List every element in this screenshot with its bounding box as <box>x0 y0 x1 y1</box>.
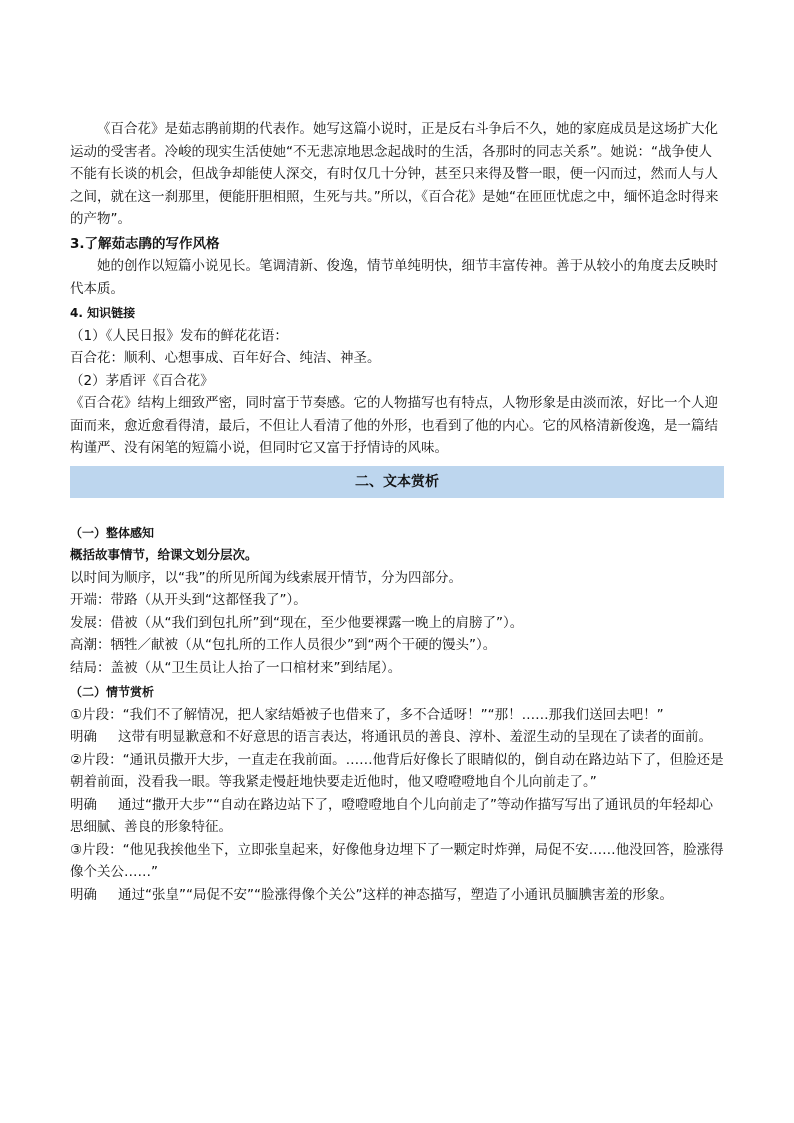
overall-lead: 以时间为顺序，以“我”的所见所闻为线索展开情节，分为四部分。 <box>70 569 462 586</box>
explanation-1 <box>70 726 724 749</box>
explanation-label: 明确 <box>70 886 97 903</box>
explanation-text: 通过“张皇”“局促不安”“脸涨得像个关公”这样的神态描写，塑造了小通讯员腼腆害羞的形象。 <box>118 886 673 903</box>
knowledge-sub2-text: 《百合花》结构上细致严密，同时富于节奏感。它的人物描写也有特点，人物形象是由淡而浓，好比一个人迎面而来，愈近愈看得清，最后，不但让人看清了他的外形，也看到了他的内心。它的风格清新俊逸，是一篇结构谨严、没有闲笔的短篇小说，但同时它又富于抒情诗的风味。 <box>70 395 718 456</box>
intro-paragraph: 《百合花》是茹志鹃前期的代表作。她写这篇小说时，正是反右斗争后不久，她的家庭成员是这场扩大化运动的受害者。冷峻的现实生活使她“不无悲凉地思念起战时的生活，各那时的同志关系”。她说：“战争使人不能有长谈的机会，但战争却能使人深交，有时仅几十分钟，甚至只来得及瞥一眼，便一闪而过，然而人与人之间，就在这一刹那里，便能肝胆相照，生死与共。”所以，《百合花》是她“在匝匝忧虑之中，缅怀追念时得来的产物”。 <box>70 121 719 227</box>
overall-perception-heading: （一）整体感知 <box>70 525 155 540</box>
section-banner-text-appreciation: 二、文本赏析 <box>70 466 724 498</box>
spacer <box>70 498 724 520</box>
knowledge-sub1-heading: （1）《人民日报》发布的鲜花花语： <box>70 327 288 344</box>
knowledge-sub2-heading: （2）茅盾评《百合花》 <box>70 372 214 389</box>
plot-part-ending: 结局：盖被（从“卫生员让人抬了一口棺材来”到结尾）。 <box>70 659 402 676</box>
clip-2: ②片段：“通讯员撒开大步，一直走在我前面。……他背后好像长了眼睛似的，倒自动在路边站下了，但脸还是朝着前面，没看我一眼。等我紧走慢赶地快要走近他时，他又噔噔噔地自个儿向前走了。” <box>70 751 724 790</box>
explanation-3 <box>70 884 724 907</box>
document-page <box>70 118 724 906</box>
knowledge-sub1-text: 百合花：顺利、心想事成、百年好合、纯洁、神圣。 <box>70 350 381 366</box>
clip-1: ①片段：“我们不了解情况，把人家结婚被子也借来了，多不合适呀！”“那！……那我们送回去吧！” <box>70 706 664 723</box>
plot-part-climax: 高潮：牺牲／献被（从“包扎所的工作人员很少”到“两个干硬的馒头”）。 <box>70 637 497 653</box>
writing-style-text: 她的创作以短篇小说见长。笔调清新、俊逸，情节单纯明快，细节丰富传神。善于从较小的角度去反映时代本质。 <box>70 258 718 297</box>
plot-appreciation-heading: （二）情节赏析 <box>70 685 155 699</box>
explanation-label: 明确 <box>70 796 97 813</box>
plot-part-development: 发展：借被（从“我们到包扎所”到“现在，至少他要裸露一晚上的肩膀了”）。 <box>70 614 524 631</box>
explanation-text: 这带有明显歉意和不好意思的语言表达，将通讯员的善良、淳朴、羞涩生动的呈现在了读者的面前。 <box>118 729 712 745</box>
explanation-2 <box>70 794 724 839</box>
section-heading-writing-style: 3.了解茹志鹃的写作风格 <box>70 235 220 252</box>
clip-3: ③片段：“他见我挨他坐下，立即张皇起来，好像他身边埋下了一颗定时炸弹，局促不安……他没回答，脸涨得像个关公……” <box>70 841 724 880</box>
overall-task: 概括故事情节，给课文划分层次。 <box>70 547 258 562</box>
section-heading-knowledge-link: 4. 知识链接 <box>70 306 136 320</box>
explanation-text: 通过“撒开大步”“自动在路边站下了，噔噔噔地自个儿向前走了”等动作描写写出了通讯员的年轻却心思细腻、善良的形象特征。 <box>70 796 713 835</box>
explanation-label: 明确 <box>70 729 97 745</box>
plot-part-opening: 开端：带路（从开头到“这都怪我了”）。 <box>70 592 307 608</box>
